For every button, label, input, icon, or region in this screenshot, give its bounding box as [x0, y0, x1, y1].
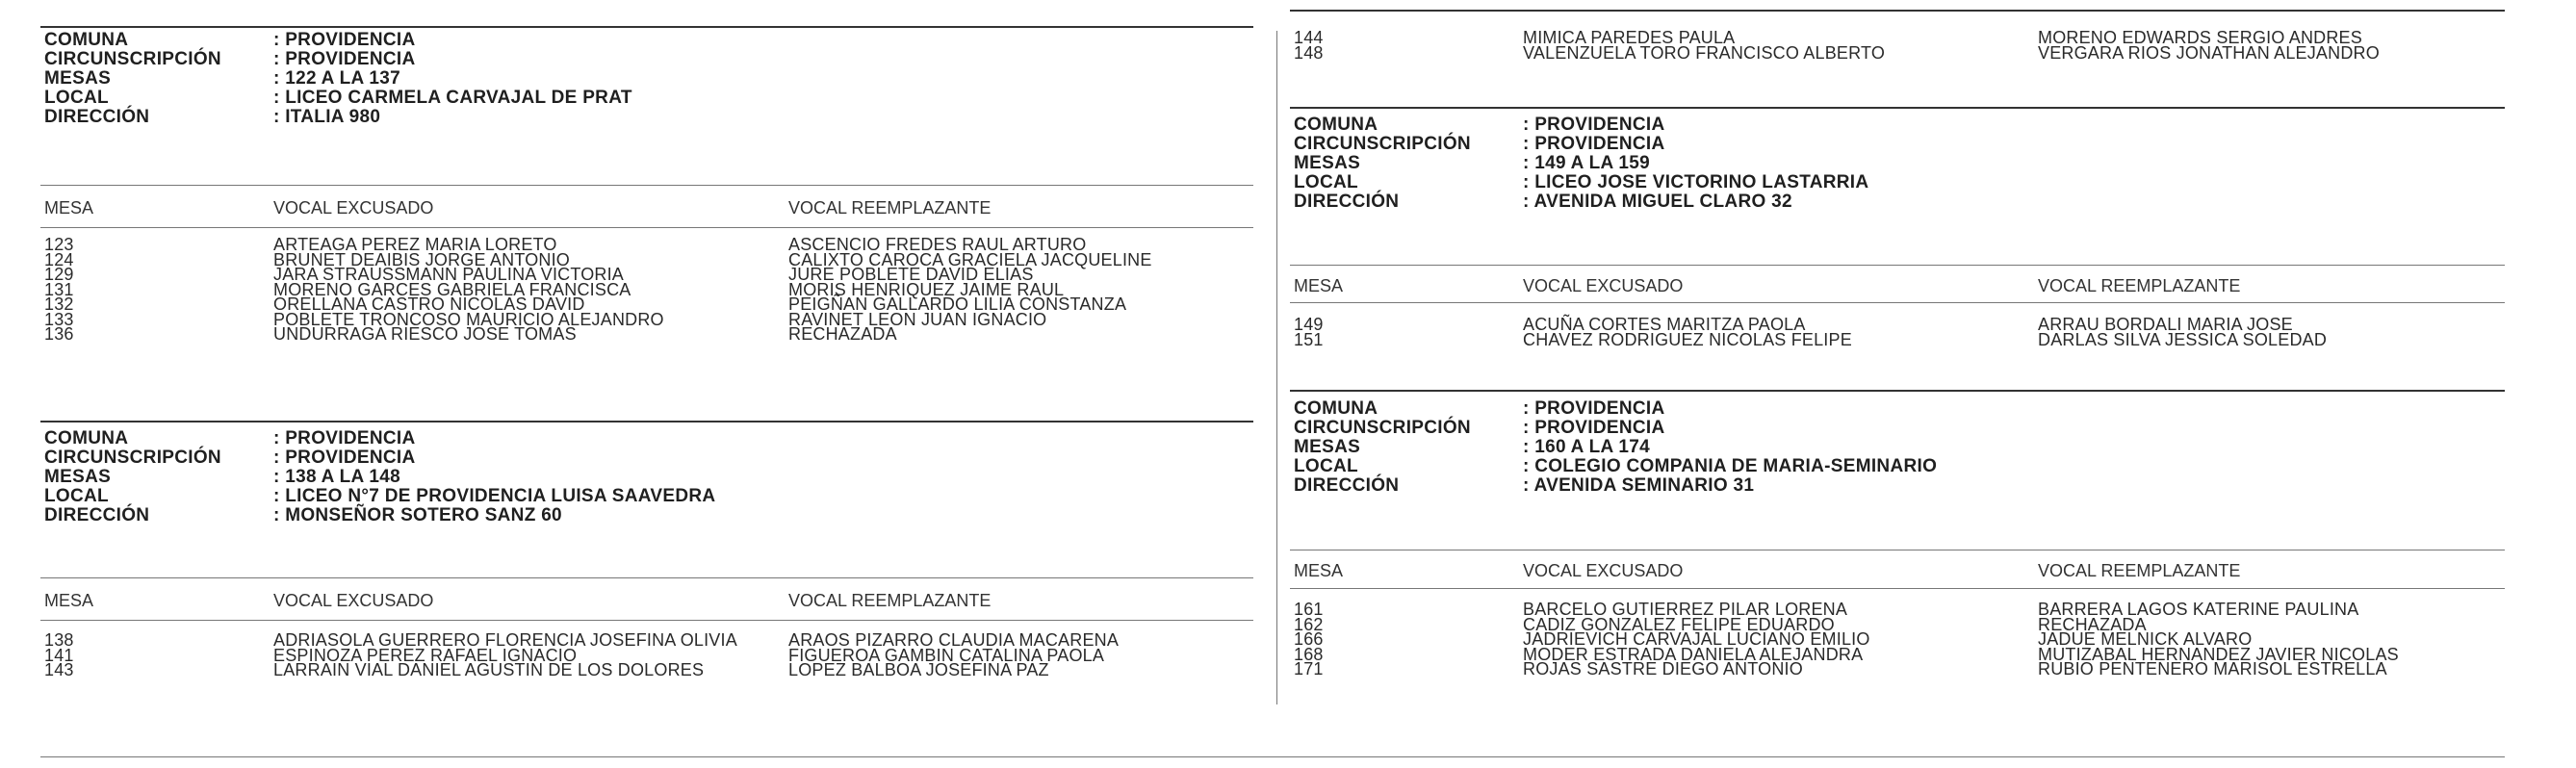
cell-reemplazante: MORIS HENRIQUEZ JAIME RAUL	[788, 279, 1065, 299]
cell-excusado: ORELLANA CASTRO NICOLAS DAVID	[273, 294, 585, 314]
label-comuna: COMUNA	[44, 30, 129, 50]
label-circunscripcion: CIRCUNSCRIPCIÓN	[1294, 418, 1471, 438]
cell-reemplazante: MUTIZABAL HERNANDEZ JAVIER NICOLAS	[2038, 644, 2399, 664]
cell-mesa: 138	[44, 630, 74, 650]
label-comuna: COMUNA	[1294, 398, 1378, 419]
value-direccion: : AVENIDA SEMINARIO 31	[1523, 475, 1755, 496]
table-body	[1294, 602, 2507, 678]
col-excusado: VOCAL EXCUSADO	[273, 198, 434, 218]
comuna-row	[44, 429, 1257, 448]
table-row	[44, 660, 1257, 679]
comuna-row	[1294, 399, 2507, 419]
value-comuna: : PROVIDENCIA	[273, 428, 416, 448]
col-reemplazante: VOCAL REEMPLAZANTE	[788, 591, 992, 610]
table-header	[1294, 561, 2507, 581]
cell-mesa: 129	[44, 265, 74, 284]
cell-reemplazante: CALIXTO CAROCA GRACIELA JACQUELINE	[788, 249, 1152, 269]
local-row	[44, 487, 1257, 506]
value-local: : LICEO N°7 DE PROVIDENCIA LUISA SAAVEDRA	[273, 486, 716, 506]
block-rule	[40, 421, 1253, 422]
cell-mesa: 141	[44, 645, 74, 665]
mesas-row	[44, 468, 1257, 487]
circunscripcion-row	[1294, 419, 2507, 438]
value-local: : LICEO CARMELA CARVAJAL DE PRAT	[273, 88, 632, 108]
top-rule-right	[1290, 10, 2505, 12]
value-circunscripcion: : PROVIDENCIA	[273, 448, 416, 468]
label-comuna: COMUNA	[1294, 115, 1378, 135]
cell-reemplazante: ARAOS PIZARRO CLAUDIA MACARENA	[788, 630, 1120, 650]
cell-reemplazante: JADUE MELNICK ALVARO	[2038, 629, 2253, 649]
table-row	[44, 309, 1257, 329]
mesas-row	[1294, 154, 2507, 173]
label-direccion: DIRECCIÓN	[44, 505, 150, 525]
cell-excusado: JADRIEVICH CARVAJAL LUCIANO EMILIO	[1523, 629, 1870, 649]
direccion-row	[44, 108, 1257, 127]
col-reemplazante: VOCAL REEMPLAZANTE	[2038, 561, 2241, 580]
cell-reemplazante: RUBIO PENTENERO MARISOL ESTRELLA	[2038, 659, 2387, 678]
local-row	[1294, 457, 2507, 476]
table-header	[44, 591, 1257, 611]
label-comuna: COMUNA	[44, 428, 129, 448]
table-body-continued	[1294, 28, 2507, 63]
cell-mesa: 133	[44, 309, 74, 329]
cell-mesa: 144	[1294, 28, 1324, 47]
local-header	[1294, 399, 2507, 496]
label-direccion: DIRECCIÓN	[1294, 475, 1400, 496]
label-circunscripcion: CIRCUNSCRIPCIÓN	[1294, 134, 1471, 154]
col-excusado: VOCAL EXCUSADO	[1523, 561, 1684, 580]
cell-excusado: MODER ESTRADA DANIELA ALEJANDRA	[1523, 644, 1864, 664]
direccion-row	[1294, 476, 2507, 496]
cell-excusado: JARA STRAUSSMANN PAULINA VICTORIA	[273, 265, 625, 284]
table-row	[44, 324, 1257, 344]
cell-reemplazante: LOPEZ BALBOA JOSEFINA PAZ	[788, 660, 1049, 679]
cell-excusado: LARRAIN VIAL DANIEL AGUSTIN DE LOS DOLORES	[273, 660, 705, 679]
comuna-row	[1294, 115, 2507, 135]
cell-mesa: 162	[1294, 614, 1324, 634]
value-mesas: : 149 A LA 159	[1523, 153, 1650, 173]
table-body	[1294, 315, 2507, 349]
local-header	[1294, 115, 2507, 212]
divider	[40, 577, 1253, 578]
label-mesas: MESAS	[44, 68, 112, 89]
cell-reemplazante: FIGUEROA GAMBIN CATALINA PAOLA	[788, 645, 1105, 665]
cell-reemplazante: RECHAZADA	[788, 324, 897, 344]
table-header	[44, 198, 1257, 218]
cell-excusado: ADRIASOLA GUERRERO FLORENCIA JOSEFINA OLIVIA	[273, 630, 737, 650]
cell-mesa: 168	[1294, 644, 1324, 664]
value-circunscripcion: : PROVIDENCIA	[273, 49, 416, 69]
col-mesa: MESA	[1294, 276, 1344, 295]
cell-reemplazante: DARLAS SILVA JESSICA SOLEDAD	[2038, 329, 2328, 349]
table-row	[44, 265, 1257, 284]
cell-mesa: 151	[1294, 329, 1324, 349]
label-local: LOCAL	[44, 486, 109, 506]
cell-reemplazante: RAVINET LEON JUAN IGNACIO	[788, 309, 1047, 329]
table-body	[44, 235, 1257, 344]
cell-mesa: 123	[44, 235, 74, 254]
table-row	[1294, 614, 2507, 634]
direccion-row	[44, 506, 1257, 525]
circunscripcion-row	[44, 448, 1257, 468]
cell-mesa: 131	[44, 279, 74, 299]
mesas-row	[44, 69, 1257, 89]
mesas-row	[1294, 438, 2507, 457]
label-mesas: MESAS	[1294, 437, 1361, 457]
table-body	[44, 630, 1257, 679]
table-row	[1294, 659, 2507, 678]
comuna-row	[44, 31, 1257, 50]
value-mesas: : 138 A LA 148	[273, 467, 400, 487]
cell-mesa: 149	[1294, 315, 1324, 334]
cell-excusado: CADIZ GONZALEZ FELIPE EDUARDO	[1523, 614, 1835, 634]
circunscripcion-row	[1294, 135, 2507, 154]
cell-mesa: 136	[44, 324, 74, 344]
col-mesa: MESA	[1294, 561, 1344, 580]
divider	[1290, 588, 2505, 589]
divider	[40, 620, 1253, 621]
cell-mesa: 143	[44, 660, 74, 679]
cell-excusado: MIMICA PAREDES PAULA	[1523, 28, 1736, 47]
table-row	[1294, 602, 2507, 618]
value-direccion: : AVENIDA MIGUEL CLARO 32	[1523, 192, 1792, 212]
block-rule	[1290, 107, 2505, 109]
cell-excusado: MORENO GARCES GABRIELA FRANCISCA	[273, 279, 631, 299]
col-reemplazante: VOCAL REEMPLAZANTE	[2038, 276, 2241, 295]
circunscripcion-row	[44, 50, 1257, 69]
value-comuna: : PROVIDENCIA	[273, 30, 416, 50]
label-mesas: MESAS	[44, 467, 112, 487]
label-circunscripcion: CIRCUNSCRIPCIÓN	[44, 448, 221, 468]
table-row	[44, 249, 1257, 269]
divider	[1290, 265, 2505, 266]
value-direccion: : MONSEÑOR SOTERO SANZ 60	[273, 505, 562, 525]
cell-excusado: ACUÑA CORTES MARITZA PAOLA	[1523, 315, 1806, 334]
top-rule-left	[40, 26, 1253, 28]
cell-excusado: BARCELO GUTIERREZ PILAR LORENA	[1523, 600, 1848, 619]
local-header	[44, 31, 1257, 127]
cell-mesa: 161	[1294, 600, 1324, 619]
cell-mesa: 166	[1294, 629, 1324, 649]
label-local: LOCAL	[44, 88, 109, 108]
col-excusado: VOCAL EXCUSADO	[1523, 276, 1684, 295]
direccion-row	[1294, 192, 2507, 212]
cell-excusado: ARTEAGA PEREZ MARIA LORETO	[273, 235, 557, 254]
cell-mesa: 124	[44, 249, 74, 269]
cell-reemplazante: RECHAZADA	[2038, 614, 2147, 634]
value-local: : COLEGIO COMPANIA DE MARIA-SEMINARIO	[1523, 456, 1938, 476]
cell-mesa: 171	[1294, 659, 1324, 678]
local-header	[44, 429, 1257, 525]
table-row	[1294, 42, 2507, 63]
value-comuna: : PROVIDENCIA	[1523, 398, 1665, 419]
cell-excusado: ROJAS SASTRE DIEGO ANTONIO	[1523, 659, 1803, 678]
cell-reemplazante: VERGARA RIOS JONATHAN ALEJANDRO	[2038, 42, 2380, 63]
cell-mesa: 132	[44, 294, 74, 314]
label-local: LOCAL	[1294, 456, 1358, 476]
value-comuna: : PROVIDENCIA	[1523, 115, 1665, 135]
cell-excusado: ESPINOZA PEREZ RAFAEL IGNACIO	[273, 645, 578, 665]
local-row	[1294, 173, 2507, 192]
value-mesas: : 160 A LA 174	[1523, 437, 1650, 457]
cell-excusado: POBLETE TRONCOSO MAURICIO ALEJANDRO	[273, 309, 664, 329]
cell-excusado: VALENZUELA TORO FRANCISCO ALBERTO	[1523, 42, 1886, 63]
value-circunscripcion: : PROVIDENCIA	[1523, 134, 1665, 154]
col-reemplazante: VOCAL REEMPLAZANTE	[788, 198, 992, 218]
col-excusado: VOCAL EXCUSADO	[273, 591, 434, 610]
col-mesa: MESA	[44, 591, 94, 610]
cell-excusado: BRUNET DEAIBIS JORGE ANTONIO	[273, 249, 570, 269]
col-mesa: MESA	[44, 198, 94, 218]
label-local: LOCAL	[1294, 172, 1358, 192]
local-row	[44, 89, 1257, 108]
cell-mesa: 148	[1294, 42, 1324, 63]
value-local: : LICEO JOSE VICTORINO LASTARRIA	[1523, 172, 1869, 192]
label-direccion: DIRECCIÓN	[1294, 192, 1400, 212]
cell-reemplazante: JURE POBLETE DAVID ELIAS	[788, 265, 1034, 284]
cell-reemplazante: ASCENCIO FREDES RAUL ARTURO	[788, 235, 1087, 254]
cell-excusado: CHAVEZ RODRIGUEZ NICOLAS FELIPE	[1523, 329, 1852, 349]
bottom-rule	[40, 756, 2505, 757]
cell-excusado: UNDURRAGA RIESCO JOSE TOMAS	[273, 324, 577, 344]
label-circunscripcion: CIRCUNSCRIPCIÓN	[44, 49, 221, 69]
table-header	[1294, 276, 2507, 296]
cell-reemplazante: ARRAU BORDALI MARIA JOSE	[2038, 315, 2293, 334]
cell-reemplazante: MORENO EDWARDS SERGIO ANDRES	[2038, 28, 2362, 47]
column-divider	[1276, 31, 1277, 704]
divider	[40, 227, 1253, 228]
block-rule	[1290, 390, 2505, 392]
divider	[1290, 302, 2505, 303]
label-mesas: MESAS	[1294, 153, 1361, 173]
cell-reemplazante: PEIGÑAN GALLARDO LILIA CONSTANZA	[788, 294, 1127, 314]
label-direccion: DIRECCIÓN	[44, 107, 150, 127]
value-mesas: : 122 A LA 137	[273, 68, 400, 89]
value-circunscripcion: : PROVIDENCIA	[1523, 418, 1665, 438]
table-row	[1294, 329, 2507, 349]
divider	[40, 185, 1253, 186]
cell-reemplazante: BARRERA LAGOS KATERINE PAULINA	[2038, 600, 2359, 619]
value-direccion: : ITALIA 980	[273, 107, 381, 127]
